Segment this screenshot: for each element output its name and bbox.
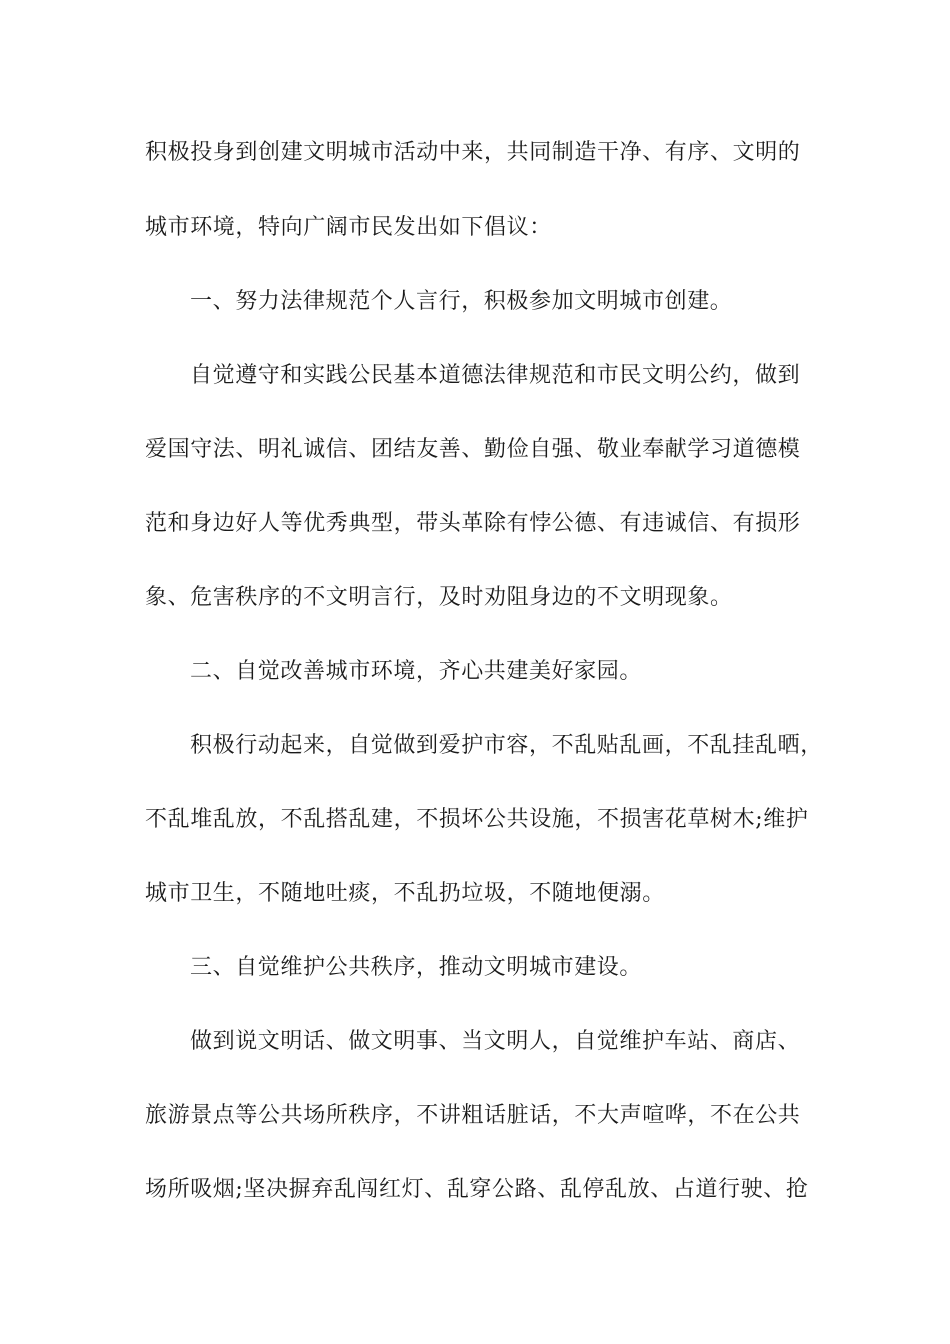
text-line-2: 城市环境，特向广阔市民发出如下倡议： — [145, 215, 552, 240]
text-line-7: 象、危害秩序的不文明言行，及时劝阻身边的不文明现象。 — [145, 585, 733, 610]
text-line-14: 旅游景点等公共场所秩序，不讲粗话脏话，不大声喧哗，不在公共 — [145, 1103, 801, 1128]
text-line-5: 爱国守法、明礼诚信、团结友善、勤俭自强、敬业奉献学习道德模 — [145, 437, 801, 462]
section-heading-1: 一、努力法律规范个人言行，积极参加文明城市创建。 — [190, 289, 733, 314]
text-line-9: 积极行动起来，自觉做到爱护市容，不乱贴乱画，不乱挂乱晒， — [190, 733, 823, 758]
text-line-10: 不乱堆乱放，不乱搭乱建，不损坏公共设施，不损害花草树木;维护 — [145, 807, 809, 832]
section-heading-3: 三、自觉维护公共秩序，推动文明城市建设。 — [190, 955, 643, 980]
section-heading-2: 二、自觉改善城市环境，齐心共建美好家园。 — [190, 659, 643, 684]
text-line-13: 做到说文明话、做文明事、当文明人，自觉维护车站、商店、 — [190, 1029, 801, 1054]
text-line-4: 自觉遵守和实践公民基本道德法律规范和市民文明公约，做到 — [190, 363, 801, 388]
text-line-11: 城市卫生，不随地吐痰，不乱扔垃圾，不随地便溺。 — [145, 881, 665, 906]
text-line-15: 场所吸烟;坚决摒弃乱闯红灯、乱穿公路、乱停乱放、占道行驶、抢 — [145, 1177, 809, 1202]
text-line-6: 范和身边好人等优秀典型，带头革除有悖公德、有违诚信、有损形 — [145, 511, 801, 536]
text-line-1: 积极投身到创建文明城市活动中来，共同制造干净、有序、文明的 — [145, 140, 801, 165]
